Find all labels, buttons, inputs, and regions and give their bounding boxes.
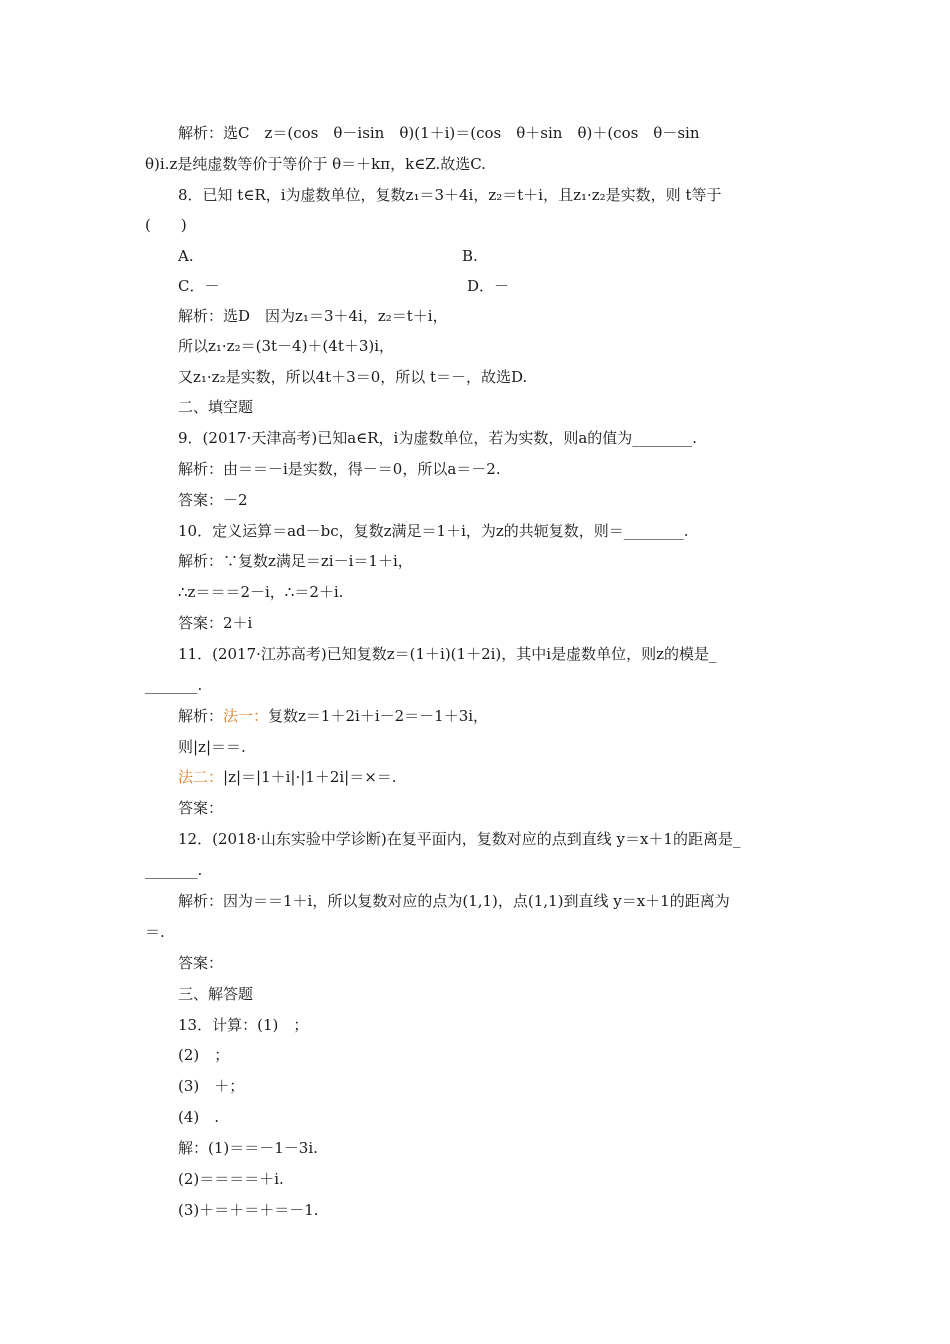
analysis-text: |z|＝|1＋i|·|1＋2i|＝×＝. [223, 768, 397, 786]
question-8: 8．已知 t∈R，i为虚数单位，复数z₁＝3＋4i，z₂＝t＋i，且z₁·z₂是实数，则 t等于 [178, 186, 722, 204]
text-line: 解：(1)＝＝－1－3i. [178, 1139, 318, 1157]
text-line: θ)i.z是纯虚数等价于等价于 θ＝＋kπ，k∈Z.故选C. [145, 155, 486, 173]
option-c: C．－ [178, 277, 220, 295]
text-line: ＝. [145, 923, 165, 941]
text-line [178, 767, 397, 787]
answer-line: 答案： [178, 799, 224, 817]
method-two-label: 法二： [178, 768, 224, 786]
text-line: 又z₁·z₂是实数，所以4t＋3＝0，所以 t＝－，故选D. [178, 368, 528, 386]
method-one-label: 法一： [223, 707, 269, 725]
answer-line: 答案：2＋i [178, 614, 253, 632]
section-heading: 三、解答题 [178, 985, 254, 1003]
text-line: 解析：由＝＝－i是实数，得－＝0，所以a＝－2. [178, 460, 501, 478]
text-line: 所以z₁·z₂＝(3t－4)＋(4t＋3)i， [178, 337, 395, 355]
text-line: (3) ＋； [178, 1077, 245, 1095]
question-11: 11．(2017·江苏高考)已知复数z＝(1＋i)(1＋2i)，其中i是虚数单位，则z的模是_ [178, 645, 717, 663]
option-a: A. [178, 247, 194, 265]
text-line: (3)＋＝＋＝＋＝－1. [178, 1201, 319, 1219]
text-line: (4) . [178, 1108, 220, 1126]
question-9: 9．(2017·天津高考)已知a∈R，i为虚数单位，若为实数，则a的值为________. [178, 429, 698, 447]
section-heading: 二、填空题 [178, 398, 254, 416]
text-line: (2)＝＝＝＝＋i. [178, 1170, 284, 1188]
text-line [178, 706, 488, 726]
text-line: 解析：选C z＝(cos θ－isin θ)(1＋i)＝(cos θ＋sin θ)＋(cos θ－sin [178, 124, 700, 142]
question-13: 13．计算：(1) ； [178, 1016, 309, 1034]
question-12: 12．(2018·山东实验中学诊断)在复平面内，复数对应的点到直线 y＝x＋1的距离是_ [178, 830, 741, 848]
option-d: D．－ [467, 277, 510, 295]
text-line: ( ) [145, 216, 187, 234]
text-line: 解析：∵复数z满足＝zi－i＝1＋i， [178, 552, 413, 570]
text-line: 解析：因为＝＝1＋i，所以复数对应的点为(1,1)，点(1,1)到直线 y＝x＋1的距离为 [178, 892, 730, 910]
text-line: ∴z＝＝＝2－i，∴＝2＋i. [178, 583, 344, 601]
text-line: 解析：选D 因为z₁＝3＋4i，z₂＝t＋i， [178, 307, 448, 325]
question-10: 10．定义运算＝ad－bc，复数z满足＝1＋i，为z的共轭复数，则＝________. [178, 522, 689, 540]
answer-line: 答案： [178, 954, 224, 972]
answer-line: 答案：－2 [178, 491, 248, 509]
analysis-text: 复数z＝1＋2i＋i－2＝－1＋3i， [268, 707, 489, 725]
text-line: 则|z|＝＝. [178, 738, 246, 756]
text-line: (2) ； [178, 1046, 230, 1064]
text-line: _______. [145, 676, 203, 694]
option-b: B. [462, 247, 478, 265]
text-line: _______. [145, 861, 203, 879]
analysis-label: 解析： [178, 707, 224, 725]
